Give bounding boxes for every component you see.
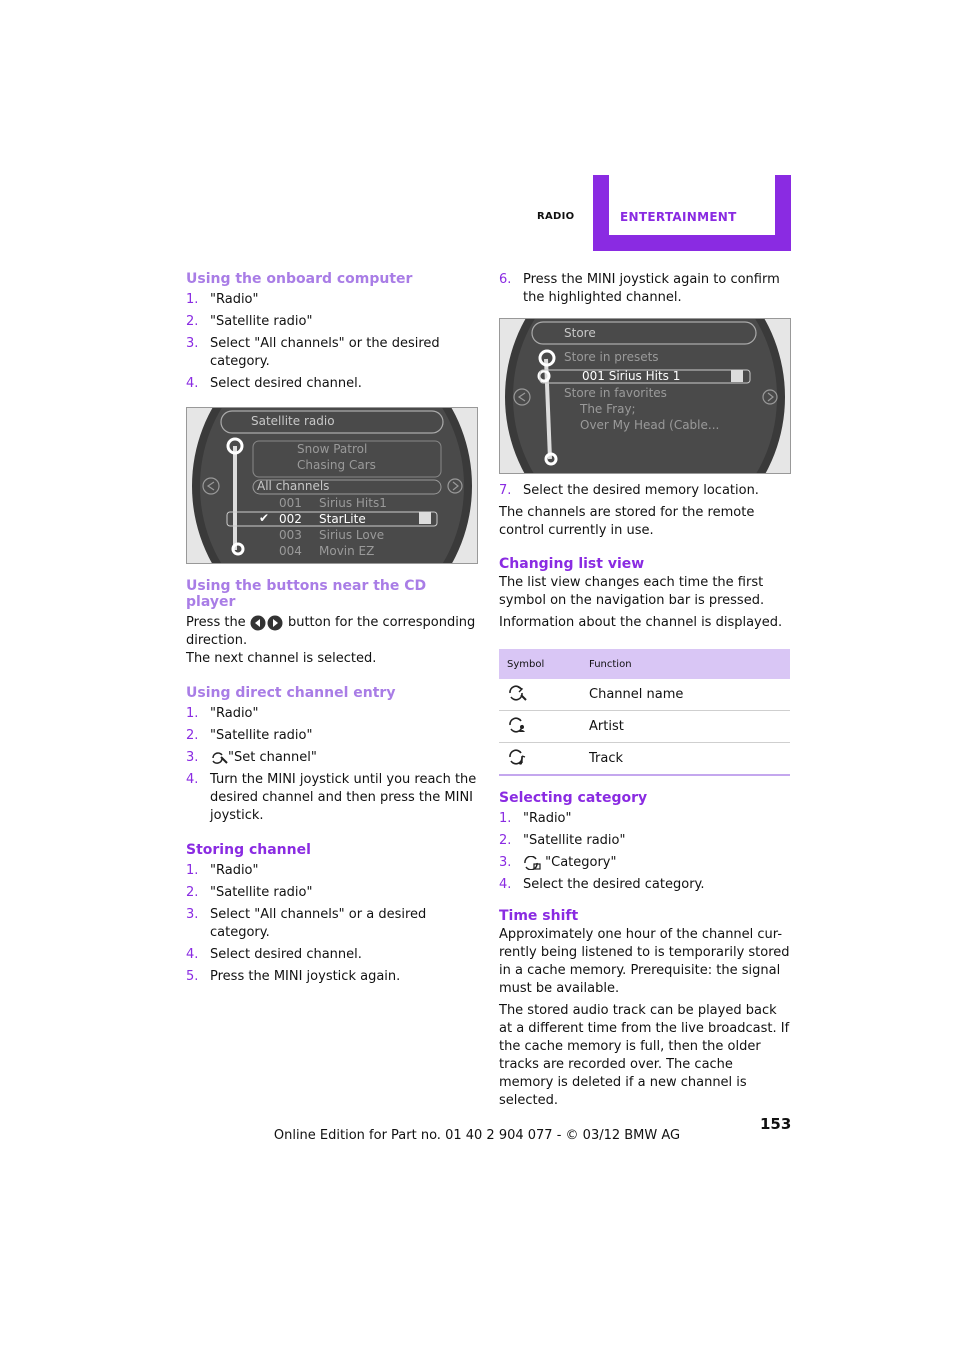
chapter-tab (593, 175, 791, 251)
header-section: RADIO (537, 211, 575, 222)
set-channel-icon (210, 751, 228, 765)
left-column (186, 271, 478, 397)
table-row (499, 679, 790, 711)
list-item: 3. "Category" (499, 855, 617, 870)
screen-track: Chasing Cars (297, 458, 376, 472)
time-shift-text-2: The stored audio track can be played back at a different time from the live broadcast. If the cache memory is full, then the older tracks are recorded over. The cache memory is deleted if a new channel is selected. (499, 1003, 790, 1108)
cd-buttons-result: The next channel is selected. (186, 651, 377, 666)
store-step-7 (499, 482, 791, 500)
heading-list-view: Changing list view (499, 556, 645, 572)
channel-name: Movin EZ (319, 544, 375, 558)
onboard-steps (186, 291, 478, 393)
list-item: 2. "Satellite radio" (186, 314, 313, 329)
list-item: 4. Select desired channel. (186, 947, 362, 962)
store-in-favorites: Store in favorites (564, 386, 667, 400)
screen-title: Store (564, 326, 596, 340)
left-column-lower (186, 578, 478, 990)
list-item: 1. "Radio" (186, 292, 259, 307)
channel-num: 004 (279, 544, 302, 558)
function-cell: Track (581, 743, 790, 776)
store-in-presets: Store in presets (564, 350, 659, 364)
list-item: 4. Select desired channel. (186, 376, 362, 391)
channel-num: 003 (279, 528, 302, 542)
direct-entry-steps (186, 705, 478, 825)
channel-num: 002 (279, 512, 302, 526)
heading-time-shift: Time shift (499, 908, 579, 924)
list-view-info: Information about the channel is displayed. (499, 615, 783, 630)
heading-selecting-category: Selecting category (499, 790, 648, 806)
time-shift-text: Approximately one hour of the channel cur-rently being listened to is temporarily stored in a cache memory. Prerequisite: the signal must be available. (499, 927, 790, 996)
screen-track: Over My Head (Cable... (580, 418, 720, 432)
heading-onboard-computer: Using the onboard computer (186, 271, 413, 287)
function-cell: Channel name (581, 679, 790, 711)
arrow-buttons-icon (250, 615, 284, 631)
channel-name: StarLite (319, 512, 366, 526)
satellite-radio-screen (186, 407, 478, 564)
list-item: 2. "Satellite radio" (186, 885, 313, 900)
heading-cd-buttons: Using the buttons near the CD player (186, 578, 427, 610)
storing-steps (186, 862, 478, 986)
symbol-table (499, 649, 790, 776)
col-function: Function (581, 649, 790, 679)
right-column (499, 482, 791, 1110)
channel-num: 001 (279, 496, 302, 510)
list-item: 2. "Satellite radio" (499, 833, 626, 848)
screen-category: All channels (257, 479, 330, 493)
selected-channel: 001 Sirius Hits 1 (582, 369, 681, 383)
list-view-text: The list view changes each time the first symbol on the navigation bar is pressed. (499, 575, 765, 608)
store-step-6 (499, 271, 791, 307)
col-symbol: Symbol (499, 649, 581, 679)
list-item: 6. Press the MINI joystick again to confirm the highlighted channel. (499, 272, 780, 305)
chapter-title: ENTERTAINMENT (620, 210, 737, 224)
list-item: 1. "Radio" (186, 863, 259, 878)
list-item: 1. "Radio" (499, 811, 572, 826)
list-item: 2. "Satellite radio" (186, 728, 313, 743)
checkmark-icon: ✔ (259, 511, 270, 525)
list-item: 4. Turn the MINI joystick until you reach the desired channel and then press the MINI joystick. (186, 772, 477, 823)
stored-note: The channels are stored for the remote control currently in use. (499, 505, 755, 538)
table-row (499, 743, 790, 776)
channel-name-icon (507, 685, 527, 701)
screen-artist: The Fray; (580, 402, 636, 416)
artist-icon (507, 717, 527, 733)
list-item: 7. Select the desired memory location. (499, 483, 759, 498)
heading-direct-entry: Using direct channel entry (186, 685, 396, 701)
list-item: 5. Press the MINI joystick again. (186, 969, 401, 984)
list-item: 3. Select "All channels" or the desired category. (186, 336, 440, 369)
cd-buttons-text: Press the button for the corresponding direction. (186, 615, 476, 648)
list-item: 3. "Set channel" (186, 750, 317, 765)
screen-title: Satellite radio (251, 414, 335, 428)
table-row (499, 711, 790, 743)
channel-name: Sirius Love (319, 528, 385, 542)
right-column-top (499, 271, 791, 311)
page-number: 153 (760, 1115, 792, 1133)
track-icon (507, 749, 527, 765)
list-item: 4. Select the desired category. (499, 877, 705, 892)
list-item: 1. "Radio" (186, 706, 259, 721)
list-item: 3. Select "All channels" or a desired category. (186, 907, 427, 940)
footer-edition: Online Edition for Part no. 01 40 2 904 077 - © 03/12 BMW AG (273, 1128, 681, 1143)
category-steps (499, 810, 791, 894)
table-header (499, 649, 790, 679)
channel-name: Sirius Hits1 (319, 496, 387, 510)
category-icon (523, 856, 541, 870)
store-screen (499, 318, 791, 474)
function-cell: Artist (581, 711, 790, 743)
screen-artist: Snow Patrol (297, 442, 368, 456)
heading-storing-channel: Storing channel (186, 842, 311, 858)
